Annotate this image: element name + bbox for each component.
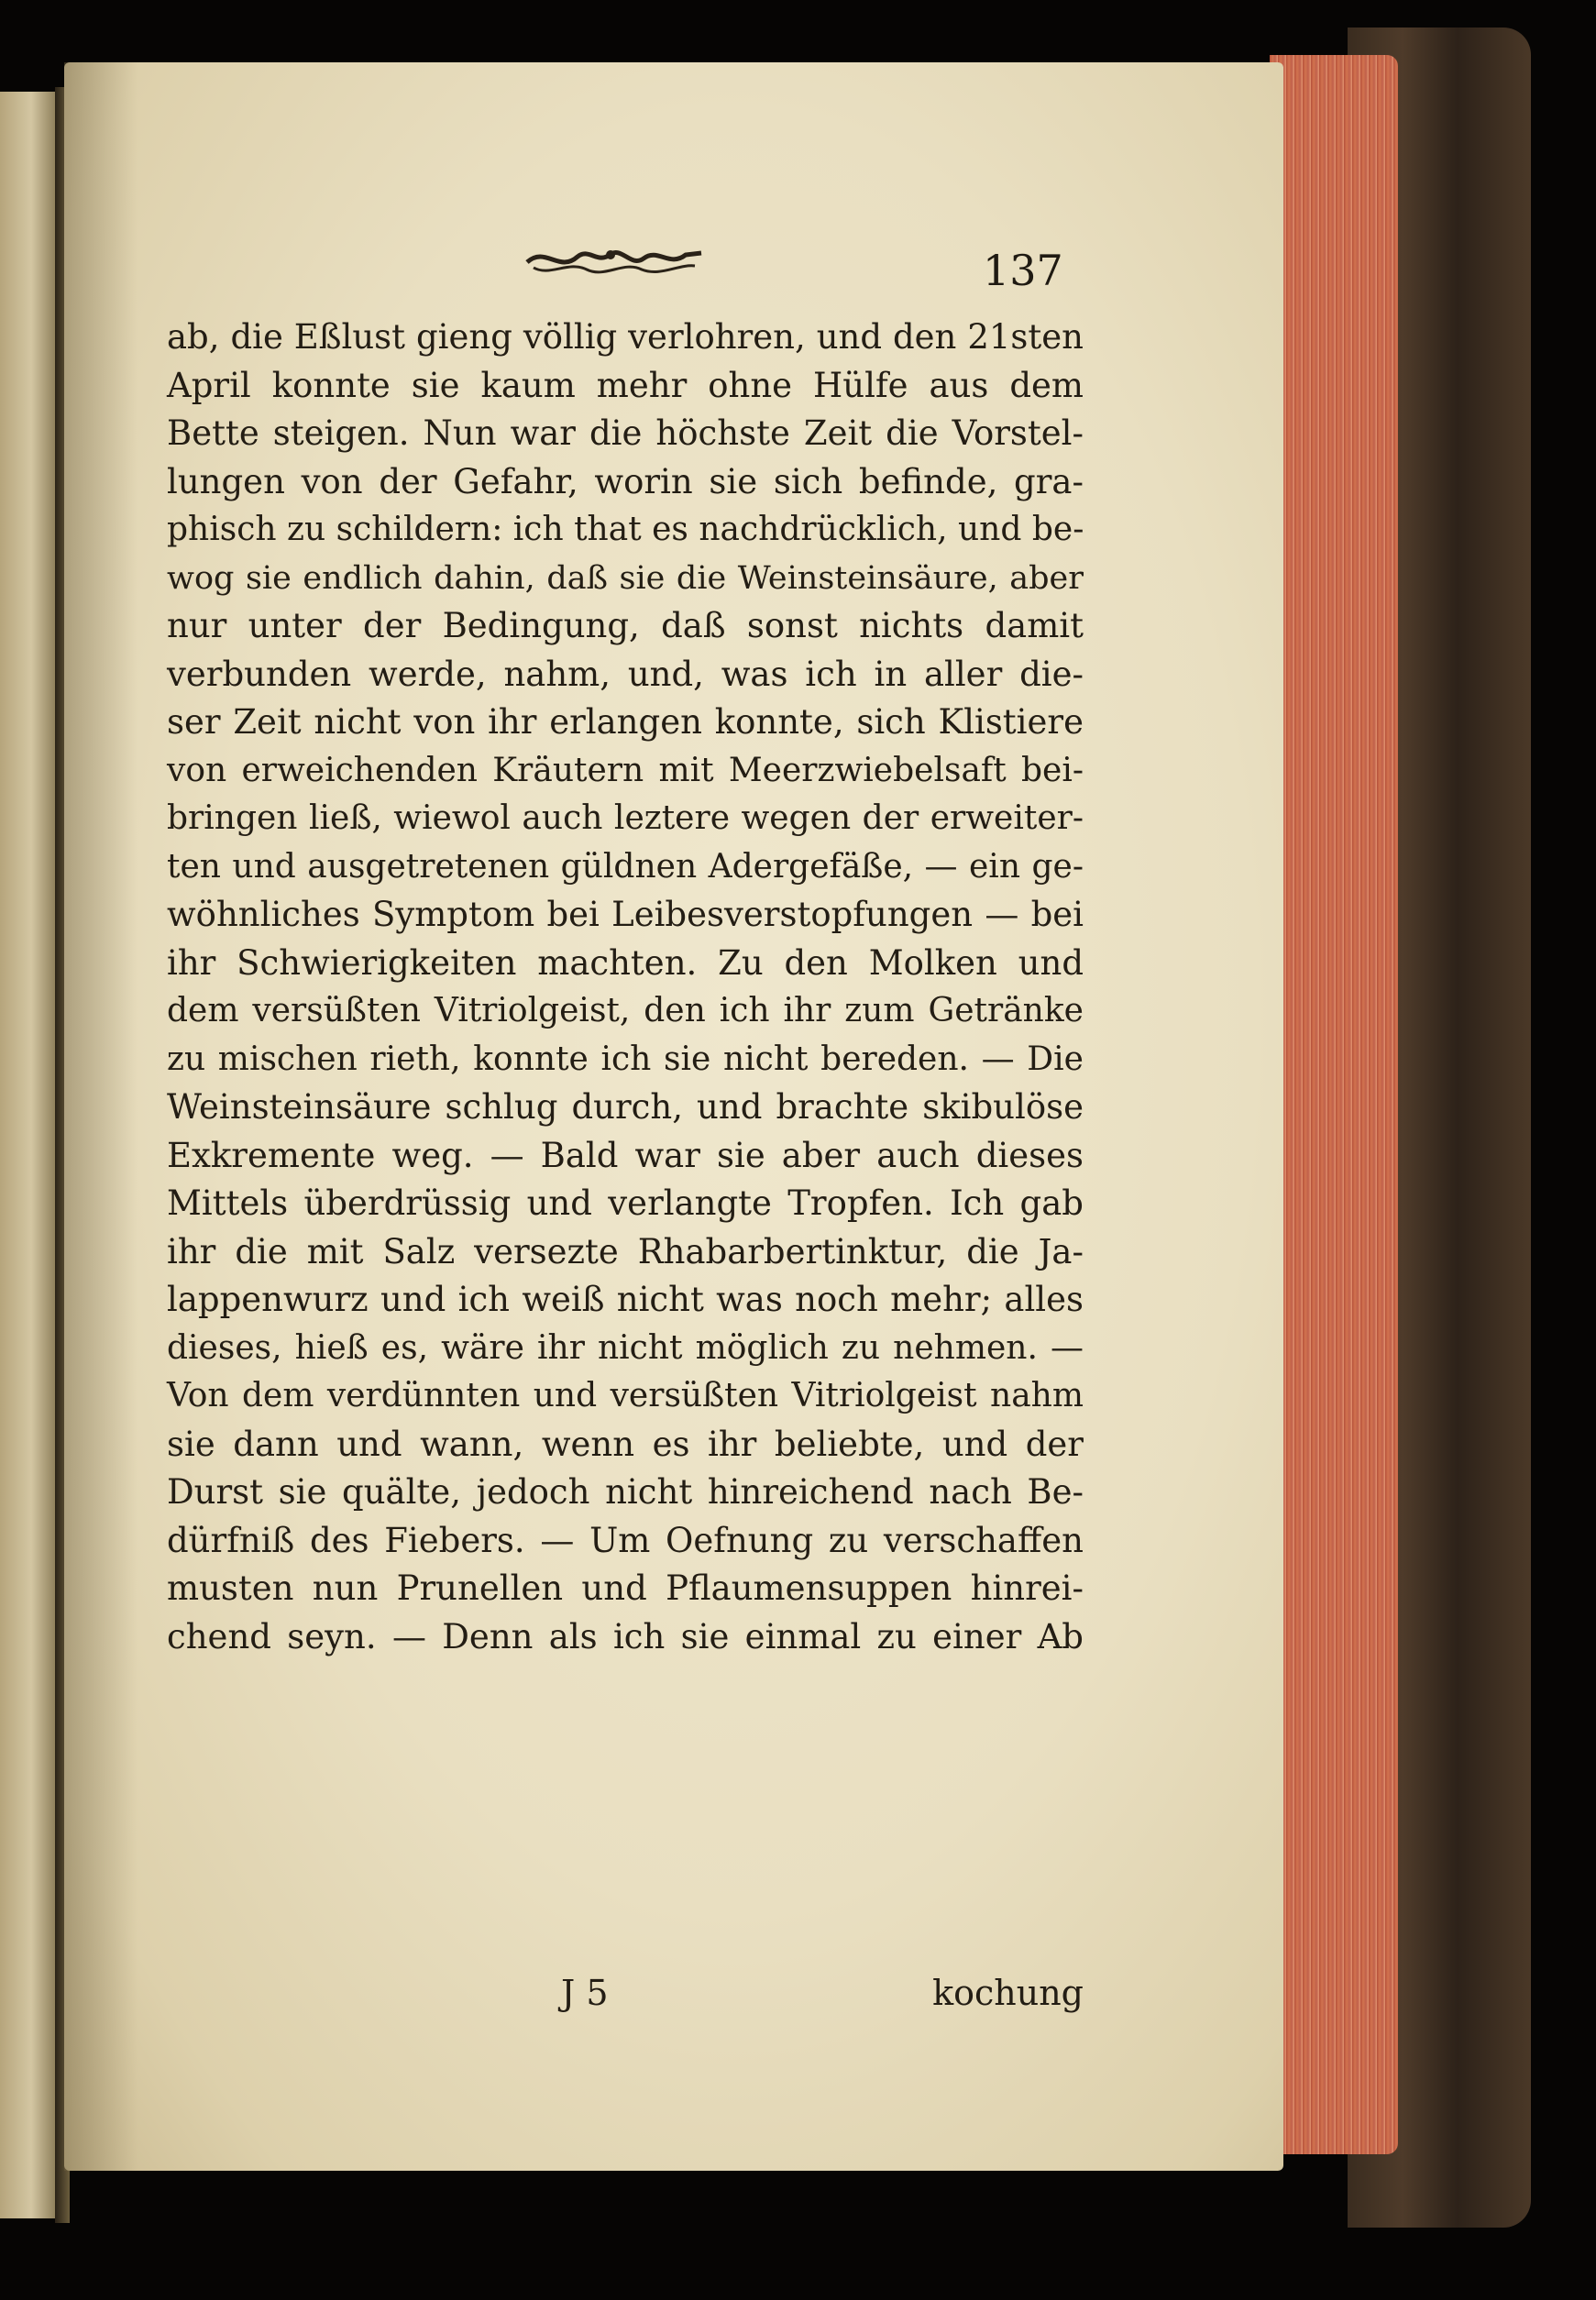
page-body-text [167, 314, 1084, 1661]
text-line: verbunden werde, nahm, und, was ich in aller die- [167, 654, 1084, 694]
page-footer [167, 1973, 1084, 2024]
page-block-edges [1270, 55, 1398, 2154]
text-line: Bette steigen. Nun war die höchste Zeit die Vorstel- [167, 413, 1084, 453]
text-line: sie dann und wann, wenn es ihr beliebte, und der [167, 1424, 1084, 1464]
text-line: ab, die Eßlust gieng völlig verlohren, und den 21sten [167, 317, 1084, 357]
text-line: chend seyn. — Denn als ich sie einmal zu einer Ab [167, 1616, 1084, 1656]
text-line: ihr die mit Salz versezte Rhabarbertinktur, die Ja- [167, 1231, 1084, 1271]
text-line: lappenwurz und ich weiß nicht was noch mehr; alles [167, 1280, 1084, 1319]
text-line: Durst sie quälte, jedoch nicht hinreichend nach Be- [167, 1472, 1084, 1512]
text-line: dem versüßten Vitriolgeist, den ich ihr zum Getränke [167, 992, 1084, 1029]
text-line: April konnte sie kaum mehr ohne Hülfe aus dem [167, 365, 1084, 405]
catchword: kochung [932, 1973, 1084, 2013]
page-number: 137 [983, 246, 1063, 295]
text-line: Mittels überdrüssig und verlangte Tropfen. Ich gab [167, 1183, 1084, 1223]
page-fold-shadow [64, 62, 138, 2171]
text-line: bringen ließ, wiewol auch leztere wegen der erweiter- [167, 799, 1084, 837]
text-line: von erweichenden Kräutern mit Meerzwiebelsaft bei- [167, 751, 1084, 789]
text-line: ser Zeit nicht von ihr erlangen konnte, sich Klistiere [167, 702, 1084, 742]
text-line: dürfniß des Fiebers. — Um Oefnung zu verschaffen [167, 1520, 1084, 1560]
text-line: Von dem verdünnten und versüßten Vitriolgeist nahm [167, 1377, 1084, 1414]
text-line: Weinsteinsäure schlug durch, und brachte skibulöse [167, 1087, 1084, 1127]
text-line: nur unter der Bedingung, daß sonst nichts damit [167, 606, 1084, 645]
signature-mark: J 5 [561, 1973, 609, 2013]
text-line: musten nun Prunellen und Pflaumensuppen hinrei- [167, 1568, 1084, 1608]
text-line: wog sie endlich dahin, daß sie die Weinsteinsäure, aber [167, 559, 1084, 597]
text-line: lungen von der Gefahr, worin sie sich befinde, gra- [167, 461, 1084, 501]
header-ornament-icon [523, 237, 706, 282]
text-line: ihr Schwierigkeiten machten. Zu den Molken und [167, 942, 1084, 983]
text-line: zu mischen rieth, konnte ich sie nicht bereden. — Die [167, 1040, 1084, 1078]
text-line: phisch zu schildern: ich that es nachdrücklich, und be- [167, 511, 1084, 548]
text-line: ten und ausgetretenen güldnen Adergefäße, — ein ge- [167, 847, 1084, 886]
previous-page-edge [0, 92, 59, 2218]
text-line: wöhnliches Symptom bei Leibesverstopfungen — bei [167, 895, 1084, 934]
text-line: Exkremente weg. — Bald war sie aber auch dieses [167, 1135, 1084, 1175]
text-line: dieses, hieß es, wäre ihr nicht möglich zu nehmen. — [167, 1328, 1084, 1367]
